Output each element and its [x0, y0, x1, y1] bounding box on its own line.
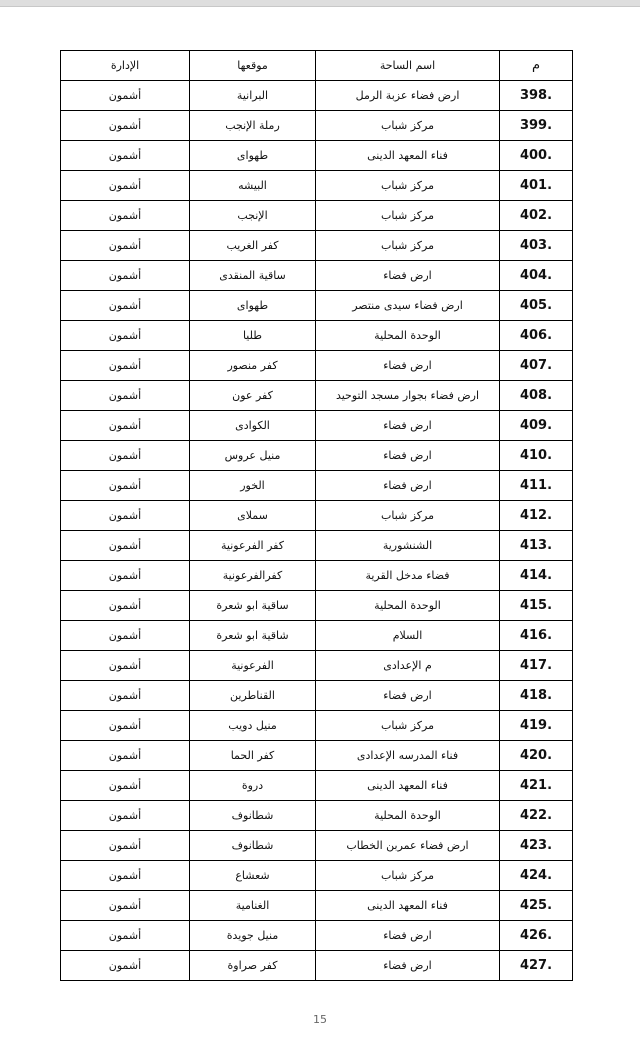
row-num: 403. — [500, 231, 573, 261]
table-row — [61, 321, 573, 351]
row-num: 404. — [500, 261, 573, 291]
row-admin: أشمون — [61, 891, 190, 921]
row-name: فناء المعهد الدينى — [316, 771, 500, 801]
row-admin: أشمون — [61, 231, 190, 261]
row-num: 408. — [500, 381, 573, 411]
row-num: 399. — [500, 111, 573, 141]
row-location: دروة — [190, 771, 316, 801]
row-name: ارض فضاء — [316, 411, 500, 441]
table-row — [61, 291, 573, 321]
row-admin: أشمون — [61, 171, 190, 201]
row-location: طهواى — [190, 141, 316, 171]
row-location: رملة الإنجب — [190, 111, 316, 141]
row-name: فناء المدرسه الإعدادى — [316, 741, 500, 771]
row-num: 417. — [500, 651, 573, 681]
table-row — [61, 621, 573, 651]
viewer-top-border — [0, 0, 640, 7]
row-num: 410. — [500, 441, 573, 471]
row-admin: أشمون — [61, 111, 190, 141]
row-location: سملاى — [190, 501, 316, 531]
row-location: كفر الحما — [190, 741, 316, 771]
row-admin: أشمون — [61, 261, 190, 291]
table-body — [61, 81, 573, 981]
row-name: ارض فضاء — [316, 921, 500, 951]
row-location: ساقية ابو شعرة — [190, 591, 316, 621]
row-name: فناء المعهد الدينى — [316, 141, 500, 171]
row-admin: أشمون — [61, 441, 190, 471]
row-num: 401. — [500, 171, 573, 201]
row-name: ارض فضاء — [316, 261, 500, 291]
row-num: 411. — [500, 471, 573, 501]
row-admin: أشمون — [61, 411, 190, 441]
row-location: منيل دويب — [190, 711, 316, 741]
table-row — [61, 501, 573, 531]
table-row — [61, 741, 573, 771]
row-num: 402. — [500, 201, 573, 231]
row-name: فناء المعهد الدينى — [316, 891, 500, 921]
row-num: 405. — [500, 291, 573, 321]
table-row — [61, 921, 573, 951]
row-num: 420. — [500, 741, 573, 771]
row-num: 406. — [500, 321, 573, 351]
row-location: كفر الفرعونية — [190, 531, 316, 561]
row-name: ارض فضاء عمربن الخطاب — [316, 831, 500, 861]
plazas-table — [60, 50, 573, 981]
row-num: 415. — [500, 591, 573, 621]
row-admin: أشمون — [61, 471, 190, 501]
row-name: مركز شباب — [316, 711, 500, 741]
table-row — [61, 591, 573, 621]
row-location: طليا — [190, 321, 316, 351]
row-num: 426. — [500, 921, 573, 951]
row-num: 427. — [500, 951, 573, 981]
row-name: فضاء مدخل القرية — [316, 561, 500, 591]
row-location: شعشاع — [190, 861, 316, 891]
row-num: 423. — [500, 831, 573, 861]
row-name: ارض فضاء — [316, 351, 500, 381]
row-num: 409. — [500, 411, 573, 441]
row-name: الشنشورية — [316, 531, 500, 561]
row-location: القناطرين — [190, 681, 316, 711]
row-num: 400. — [500, 141, 573, 171]
row-admin: أشمون — [61, 561, 190, 591]
table-row — [61, 561, 573, 591]
row-name: مركز شباب — [316, 201, 500, 231]
row-num: 412. — [500, 501, 573, 531]
row-location: ساقية المنقدى — [190, 261, 316, 291]
row-admin: أشمون — [61, 201, 190, 231]
row-admin: أشمون — [61, 831, 190, 861]
row-num: 414. — [500, 561, 573, 591]
table-row — [61, 81, 573, 111]
row-name: ارض فضاء بجوار مسجد التوحيد — [316, 381, 500, 411]
row-admin: أشمون — [61, 81, 190, 111]
row-name: مركز شباب — [316, 111, 500, 141]
table-row — [61, 141, 573, 171]
table-row — [61, 801, 573, 831]
row-admin: أشمون — [61, 711, 190, 741]
table-header-row — [61, 51, 573, 81]
row-num: 421. — [500, 771, 573, 801]
table-row — [61, 951, 573, 981]
document-page — [0, 7, 640, 1064]
table-row — [61, 441, 573, 471]
row-num: 419. — [500, 711, 573, 741]
table-row — [61, 411, 573, 441]
row-location: منيل عروس — [190, 441, 316, 471]
table-row — [61, 201, 573, 231]
row-location: كفر الغريب — [190, 231, 316, 261]
row-name: مركز شباب — [316, 501, 500, 531]
row-name: مركز شباب — [316, 861, 500, 891]
row-location: البيشه — [190, 171, 316, 201]
row-num: 413. — [500, 531, 573, 561]
table-row — [61, 381, 573, 411]
row-admin: أشمون — [61, 801, 190, 831]
table-row — [61, 471, 573, 501]
row-num: 416. — [500, 621, 573, 651]
row-admin: أشمون — [61, 951, 190, 981]
table-row — [61, 171, 573, 201]
row-name: الوحدة المحلية — [316, 321, 500, 351]
row-name: ارض فضاء — [316, 441, 500, 471]
row-name: مركز شباب — [316, 231, 500, 261]
row-name: الوحدة المحلية — [316, 801, 500, 831]
header-num: م — [500, 51, 573, 81]
row-admin: أشمون — [61, 771, 190, 801]
page-number: 15 — [313, 1013, 327, 1026]
row-location: كفر عون — [190, 381, 316, 411]
table-row — [61, 351, 573, 381]
row-admin: أشمون — [61, 381, 190, 411]
row-name: ارض فضاء — [316, 681, 500, 711]
table-row — [61, 231, 573, 261]
table-row — [61, 711, 573, 741]
row-num: 418. — [500, 681, 573, 711]
row-name: السلام — [316, 621, 500, 651]
row-admin: أشمون — [61, 141, 190, 171]
row-name: ارض فضاء عزبة الرمل — [316, 81, 500, 111]
row-location: كفر صراوة — [190, 951, 316, 981]
header-admin: الإدارة — [61, 51, 190, 81]
row-admin: أشمون — [61, 321, 190, 351]
table-row — [61, 771, 573, 801]
row-num: 425. — [500, 891, 573, 921]
row-location: طهواى — [190, 291, 316, 321]
row-num: 398. — [500, 81, 573, 111]
row-admin: أشمون — [61, 531, 190, 561]
row-location: منيل جويدة — [190, 921, 316, 951]
row-name: ارض فضاء — [316, 951, 500, 981]
row-location: شطانوف — [190, 831, 316, 861]
header-location: موقعها — [190, 51, 316, 81]
row-location: شاقية ابو شعرة — [190, 621, 316, 651]
table-row — [61, 261, 573, 291]
row-location: الغنامية — [190, 891, 316, 921]
row-admin: أشمون — [61, 591, 190, 621]
row-admin: أشمون — [61, 501, 190, 531]
row-num: 424. — [500, 861, 573, 891]
table-row — [61, 651, 573, 681]
row-admin: أشمون — [61, 291, 190, 321]
row-admin: أشمون — [61, 921, 190, 951]
row-name: ارض فضاء — [316, 471, 500, 501]
row-location: الكوادى — [190, 411, 316, 441]
table-row — [61, 831, 573, 861]
row-admin: أشمون — [61, 351, 190, 381]
row-location: الخور — [190, 471, 316, 501]
header-name: اسم الساحة — [316, 51, 500, 81]
row-admin: أشمون — [61, 861, 190, 891]
row-location: كفرالفرعونية — [190, 561, 316, 591]
row-admin: أشمون — [61, 681, 190, 711]
row-admin: أشمون — [61, 651, 190, 681]
row-location: الإنجب — [190, 201, 316, 231]
row-name: مركز شباب — [316, 171, 500, 201]
row-location: كفر منصور — [190, 351, 316, 381]
table-row — [61, 861, 573, 891]
row-location: شطانوف — [190, 801, 316, 831]
row-num: 407. — [500, 351, 573, 381]
row-name: م الإعدادى — [316, 651, 500, 681]
row-admin: أشمون — [61, 741, 190, 771]
row-location: البرانية — [190, 81, 316, 111]
row-name: الوحدة المحلية — [316, 591, 500, 621]
row-num: 422. — [500, 801, 573, 831]
row-location: الفرعونية — [190, 651, 316, 681]
table-row — [61, 111, 573, 141]
row-admin: أشمون — [61, 621, 190, 651]
table-row — [61, 891, 573, 921]
row-name: ارض فضاء سيدى منتصر — [316, 291, 500, 321]
table-row — [61, 681, 573, 711]
table-row — [61, 531, 573, 561]
